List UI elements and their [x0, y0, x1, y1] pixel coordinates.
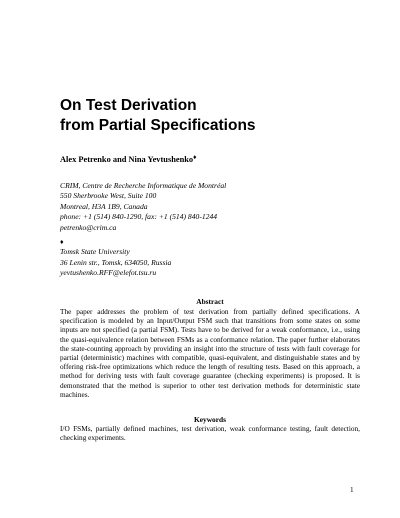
author-footnote-mark: ♦ — [193, 154, 197, 161]
affiliation-line: 550 Sherbrooke West, Suite 100 — [60, 191, 157, 201]
affiliation-line: phone: +1 (514) 840-1290, fax: +1 (514) 840-1244 — [60, 212, 218, 222]
abstract-text: The paper addresses the problem of test derivation from partially defined specifications. A specification is modeled by an Input/Output FSM such that transitions from some states on some inputs are not specified (a partial FSM). Tests have to be derived for a weak conformance, i.e., using the quasi-equivalence relation between FSMs as a conformance relation. The paper further elaborates the state-counting approach by providing an insight into the structure of tests with fault coverage for partial (deterministic) machines with compatible, quasi-equivalent, and distinguishable states and by offering risk-free optimizations which reduce the length of resulting tests. Based on this approach, a method for deriving tests with fault coverage guarantee (checking experiments) is proposed. It is demonstrated that the method is superior to other test derivation methods for deterministic state machines. — [60, 307, 360, 399]
abstract-heading: Abstract — [196, 297, 224, 306]
affiliation-crim — [60, 181, 226, 233]
affiliation-email: petrenko@crim.ca — [60, 222, 117, 232]
paper-title — [60, 96, 256, 136]
keywords-text: I/O FSMs, partially defined machines, test derivation, weak conformance testing, fault detection, checking experiments. — [60, 424, 360, 443]
affiliation-footnote-mark: ♦ — [60, 238, 64, 246]
keywords-heading: Keywords — [193, 415, 227, 424]
author-line — [60, 154, 196, 164]
affiliation-line: Montreal, H3A 1B9, Canada — [60, 201, 148, 211]
page-number: 1 — [350, 486, 354, 494]
affiliation-line: CRIM, Centre de Recherche Informatique de Montréal — [60, 181, 227, 190]
title-line-2: from Partial Specifications — [60, 117, 256, 134]
author-names: Alex Petrenko and Nina Yevtushenko — [60, 155, 194, 164]
affiliation-email: yevtushenko.RFF@elefot.tsu.ru — [60, 268, 157, 278]
affiliation-tomsk — [60, 237, 171, 279]
title-line-1: On Test Derivation — [60, 97, 197, 114]
affiliation-line: 36 Lenin str., Tomsk, 634050, Russia — [60, 257, 172, 267]
affiliation-line: ♦ Tomsk State University — [60, 237, 171, 258]
